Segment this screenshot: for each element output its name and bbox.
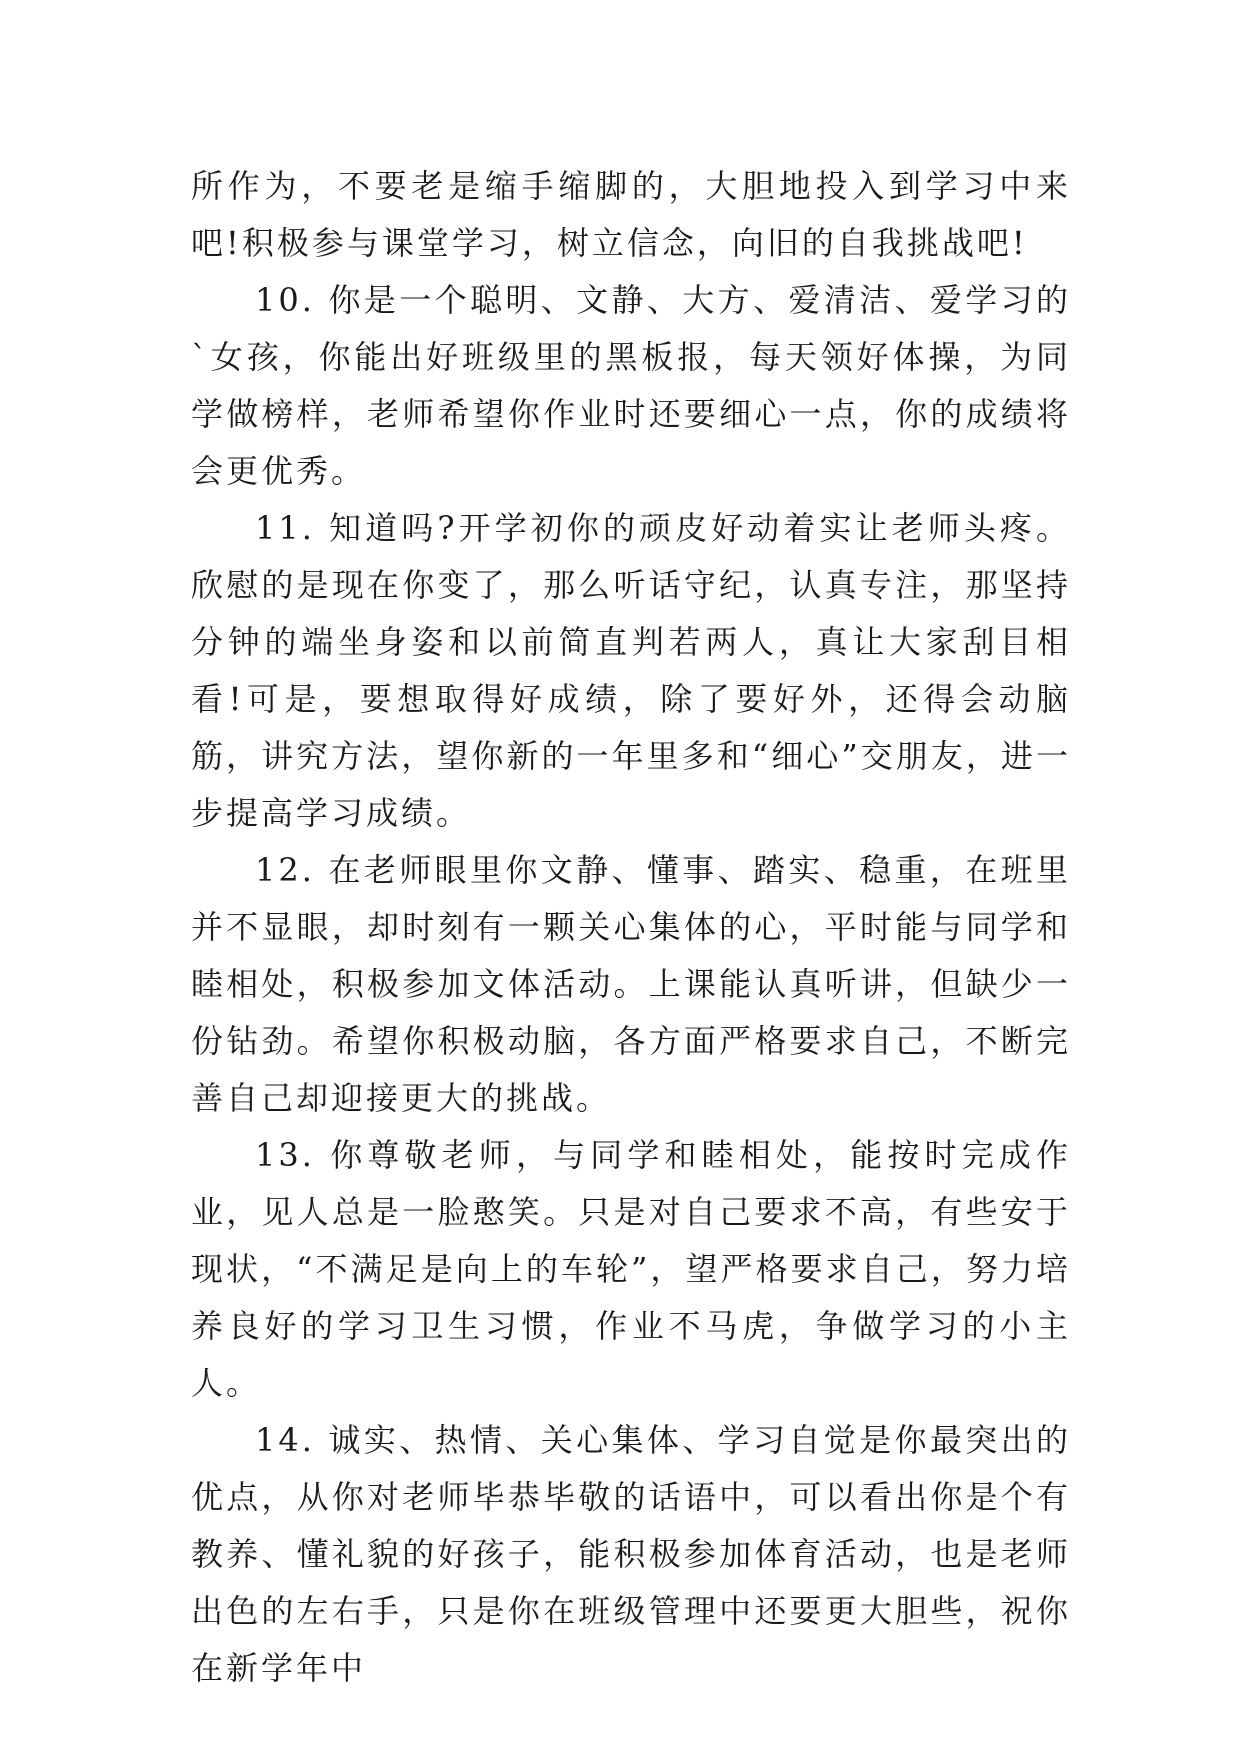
paragraph-continuation: 所作为，不要老是缩手缩脚的，大胆地投入到学习中来吧!积极参与课堂学习，树立信念，向旧的自我挑战吧! <box>191 167 1071 262</box>
paragraph-item-11: 11. 知道吗?开学初你的顽皮好动着实让老师头疼。欣慰的是现在你变了，那么听话守纪，认真专注，那坚持分钟的端坐身姿和以前简直判若两人，真让大家刮目相看!可是，要想取得好成绩，除了要好外，还得会动脑筋，讲究方法，望你新的一年里多和“细心”交朋友，进一步提高学习成绩。 <box>191 509 1071 832</box>
document-body <box>191 158 1071 1697</box>
paragraph-item-14: 14. 诚实、热情、关心集体、学习自觉是你最突出的优点，从你对老师毕恭毕敬的话语中，可以看出你是个有教养、懂礼貌的好孩子，能积极参加体育活动，也是老师出色的左右手，只是你在班级管理中还要更大胆些，祝你在新学年中 <box>191 1421 1071 1687</box>
paragraph-item-13: 13. 你尊敬老师，与同学和睦相处，能按时完成作业，见人总是一脸憨笑。只是对自己要求不高，有些安于现状，“不满足是向上的车轮”，望严格要求自己，努力培养良好的学习卫生习惯，作业不马虎，争做学习的小主人。 <box>191 1136 1071 1402</box>
paragraph-item-12: 12. 在老师眼里你文静、懂事、踏实、稳重，在班里并不显眼，却时刻有一颗关心集体的心，平时能与同学和睦相处，积极参加文体活动。上课能认真听讲，但缺少一份钻劲。希望你积极动脑，各方面严格要求自己，不断完善自己却迎接更大的挑战。 <box>191 851 1071 1117</box>
paragraph-item-10: 10. 你是一个聪明、文静、大方、爱清洁、爱学习的`女孩，你能出好班级里的黑板报，每天领好体操，为同学做榜样，老师希望你作业时还要细心一点，你的成绩将会更优秀。 <box>191 281 1071 490</box>
